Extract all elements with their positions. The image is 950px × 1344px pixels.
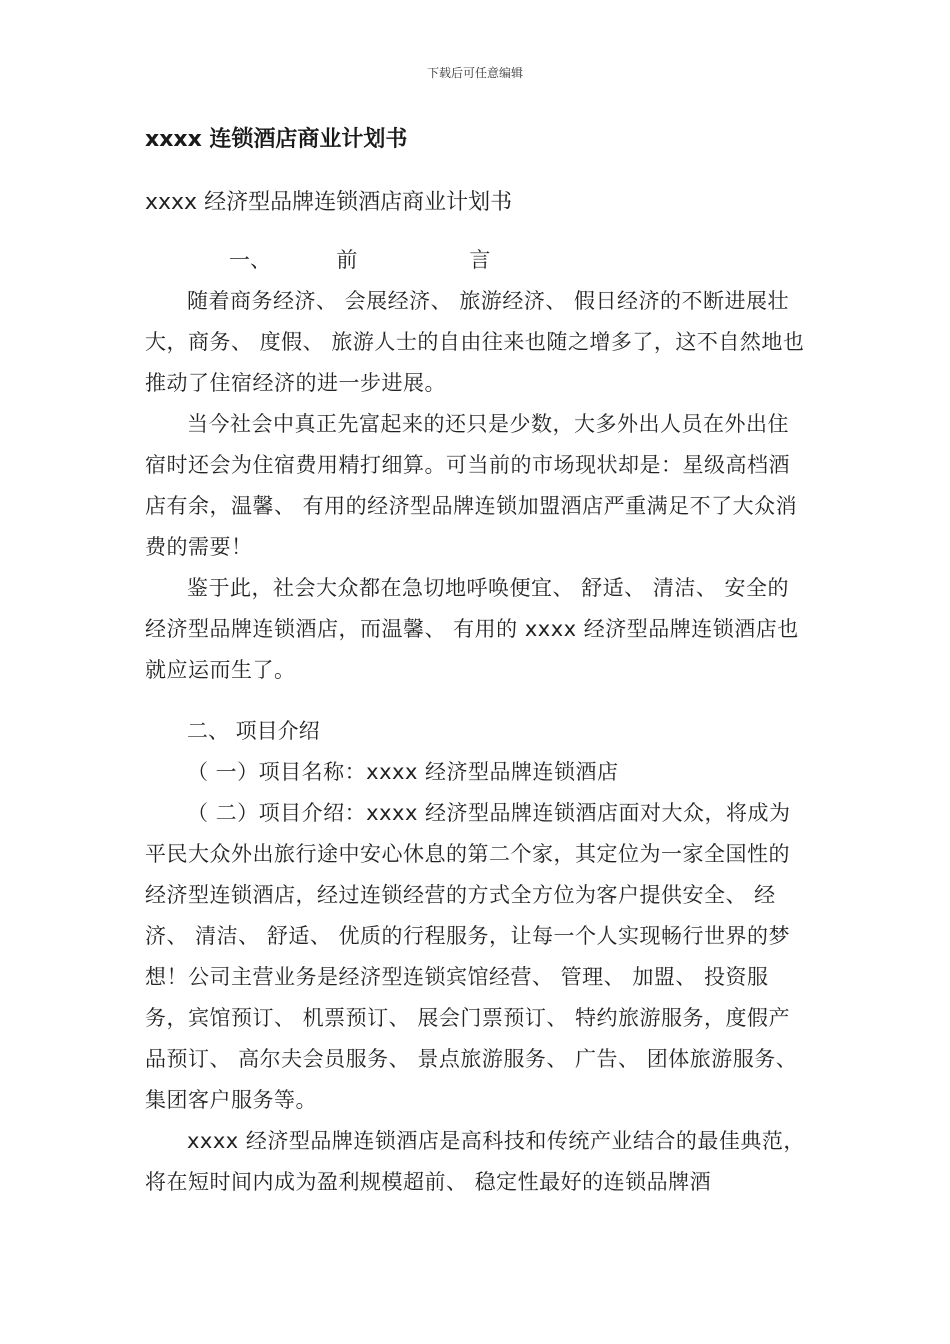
section-number: 一、: [229, 248, 271, 272]
paragraph: 随着商务经济、 会展经济、 旅游经济、 假日经济的不断进展壮大，商务、 度假、 旅游人士的自由往来也随之增多了，这不自然地也推动了住宿经济的进一步进展。: [145, 289, 805, 395]
document-body: [145, 240, 810, 1203]
document-subtitle: xxxx 经济型品牌连锁酒店商业计划书: [145, 190, 513, 215]
section-heading-project: 二、 项目介绍: [187, 719, 320, 743]
heading-char: 前: [336, 248, 358, 272]
document-title: xxxx 连锁酒店商业计划书: [145, 127, 408, 152]
section-heading-preface: [145, 240, 810, 281]
paragraph: （ 二）项目介绍：xxxx 经济型品牌连锁酒店面对大众，将成为平民大众外出旅行途中安心休息的第二个家，其定位为一家全国性的经济型连锁酒店，经过连锁经营的方式全方位为客户提供安全、 经济、 清洁、 舒适、 优质的行程服务，让每一个人实现畅行世界的梦想！公司主营业务是经济型连锁宾馆经营、 管理、 加盟、 投资服务，宾馆预订、 机票预订、 展会门票预订、 特约旅游服务，度假产品预订、 高尔夫会员服务、 景点旅游服务、 广告、 团体旅游服务、 集团客户服务等。: [145, 801, 798, 1112]
heading-char: 言: [469, 248, 491, 272]
paragraph: 当今社会中真正先富起来的还只是少数，大多外出人员在外出住宿时还会为住宿费用精打细算。可当前的市场现状却是：星级高档酒店有余，温馨、 有用的经济型品牌连锁加盟酒店严重满足不了大众消费的需要！: [145, 412, 798, 559]
paragraph: 鉴于此，社会大众都在急切地呼唤便宜、 舒适、 清洁、 安全的经济型品牌连锁酒店，而温馨、 有用的 xxxx 经济型品牌连锁酒店也就应运而生了。: [145, 576, 799, 682]
paragraph: xxxx 经济型品牌连锁酒店是高科技和传统产业结合的最佳典范，将在短时间内成为盈利规模超前、 稳定性最好的连锁品牌酒: [145, 1129, 805, 1194]
paragraph: （ 一）项目名称：xxxx 经济型品牌连锁酒店: [187, 760, 619, 784]
header-note: 下载后可任意编辑: [426, 66, 523, 80]
